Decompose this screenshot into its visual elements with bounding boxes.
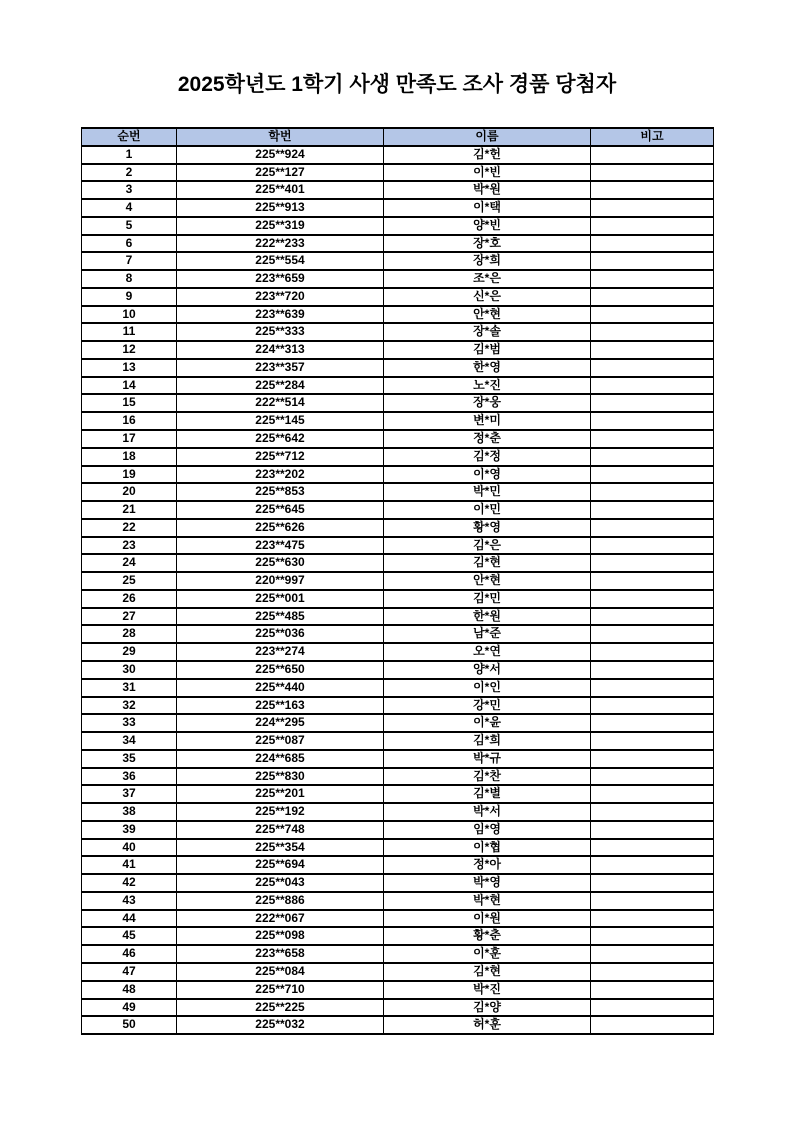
student-id-cell: 223**658 [177,945,384,963]
student-id-cell: 224**295 [177,714,384,732]
student-id-cell: 223**475 [177,537,384,555]
student-id-cell: 225**712 [177,448,384,466]
table-header [82,128,714,146]
row-number-cell: 47 [82,963,177,981]
header-name: 이름 [384,128,591,146]
name-cell: 김*희 [384,732,591,750]
name-cell: 장*희 [384,252,591,270]
row-number-cell: 9 [82,288,177,306]
table-row [82,661,714,679]
header-row [82,128,714,146]
student-id-cell: 225**284 [177,377,384,395]
table-row [82,270,714,288]
student-id-cell: 225**440 [177,679,384,697]
row-number-cell: 38 [82,803,177,821]
name-cell: 한*영 [384,359,591,377]
name-cell: 황*영 [384,519,591,537]
student-id-cell: 224**685 [177,750,384,768]
table-row [82,537,714,555]
student-id-cell: 225**084 [177,963,384,981]
name-cell: 황*춘 [384,927,591,945]
note-cell [591,323,714,341]
student-id-cell: 225**886 [177,892,384,910]
table-row [82,856,714,874]
student-id-cell: 225**913 [177,199,384,217]
note-cell [591,874,714,892]
note-cell [591,625,714,643]
student-id-cell: 225**087 [177,732,384,750]
name-cell: 박*원 [384,181,591,199]
table-row [82,448,714,466]
name-cell: 장*솔 [384,323,591,341]
row-number-cell: 43 [82,892,177,910]
note-cell [591,501,714,519]
table-row [82,803,714,821]
table-row [82,359,714,377]
student-id-cell: 225**098 [177,927,384,945]
document-title: 2025학년도 1학기 사생 만족도 조사 경품 당첨자 [177,73,617,96]
table-row [82,874,714,892]
name-cell: 박*서 [384,803,591,821]
student-id-cell: 225**333 [177,323,384,341]
row-number-cell: 45 [82,927,177,945]
row-number-cell: 39 [82,821,177,839]
student-id-cell: 223**274 [177,643,384,661]
name-cell: 이*훈 [384,945,591,963]
note-cell [591,448,714,466]
student-id-cell: 225**748 [177,821,384,839]
header-note: 비고 [591,128,714,146]
name-cell: 김*양 [384,999,591,1017]
name-cell: 이*민 [384,501,591,519]
student-id-cell: 225**127 [177,164,384,182]
student-id-cell: 225**650 [177,661,384,679]
row-number-cell: 44 [82,910,177,928]
row-number-cell: 14 [82,377,177,395]
name-cell: 장*웅 [384,394,591,412]
note-cell [591,981,714,999]
note-cell [591,608,714,626]
row-number-cell: 3 [82,181,177,199]
table-row [82,981,714,999]
note-cell [591,519,714,537]
name-cell: 이*인 [384,679,591,697]
note-cell [591,537,714,555]
note-cell [591,590,714,608]
student-id-cell: 225**401 [177,181,384,199]
row-number-cell: 10 [82,306,177,324]
name-cell: 노*진 [384,377,591,395]
student-id-cell: 225**036 [177,625,384,643]
student-id-cell: 225**001 [177,590,384,608]
note-cell [591,856,714,874]
name-cell: 김*헌 [384,146,591,164]
name-cell: 허*훈 [384,1016,591,1034]
note-cell [591,910,714,928]
row-number-cell: 11 [82,323,177,341]
student-id-cell: 224**313 [177,341,384,359]
table-row [82,306,714,324]
row-number-cell: 32 [82,697,177,715]
name-cell: 박*규 [384,750,591,768]
student-id-cell: 225**145 [177,412,384,430]
note-cell [591,341,714,359]
name-cell: 변*미 [384,412,591,430]
note-cell [591,821,714,839]
name-cell: 김*별 [384,785,591,803]
note-cell [591,714,714,732]
table-row [82,519,714,537]
row-number-cell: 19 [82,466,177,484]
note-cell [591,217,714,235]
winners-table [81,127,714,1035]
note-cell [591,945,714,963]
row-number-cell: 16 [82,412,177,430]
table-row [82,910,714,928]
note-cell [591,803,714,821]
row-number-cell: 8 [82,270,177,288]
student-id-cell: 225**853 [177,483,384,501]
note-cell [591,377,714,395]
table-row [82,501,714,519]
table-row [82,554,714,572]
table-row [82,466,714,484]
student-id-cell: 225**485 [177,608,384,626]
student-id-cell: 225**694 [177,856,384,874]
note-cell [591,963,714,981]
note-cell [591,999,714,1017]
table-row [82,572,714,590]
row-number-cell: 31 [82,679,177,697]
table-row [82,892,714,910]
note-cell [591,199,714,217]
table-row [82,945,714,963]
student-id-cell: 225**830 [177,768,384,786]
note-cell [591,146,714,164]
name-cell: 이*원 [384,910,591,928]
table-row [82,341,714,359]
student-id-cell: 225**201 [177,785,384,803]
name-cell: 양*서 [384,661,591,679]
table-row [82,590,714,608]
row-number-cell: 48 [82,981,177,999]
note-cell [591,750,714,768]
note-cell [591,235,714,253]
row-number-cell: 42 [82,874,177,892]
table-row [82,785,714,803]
student-id-cell: 225**319 [177,217,384,235]
note-cell [591,892,714,910]
student-id-cell: 225**043 [177,874,384,892]
row-number-cell: 21 [82,501,177,519]
table-row [82,377,714,395]
name-cell: 박*영 [384,874,591,892]
student-id-cell: 223**357 [177,359,384,377]
student-id-cell: 222**233 [177,235,384,253]
note-cell [591,306,714,324]
table-row [82,199,714,217]
name-cell: 오*연 [384,643,591,661]
note-cell [591,927,714,945]
name-cell: 김*범 [384,341,591,359]
student-id-cell: 225**225 [177,999,384,1017]
note-cell [591,768,714,786]
table-row [82,714,714,732]
note-cell [591,412,714,430]
name-cell: 김*현 [384,554,591,572]
student-id-cell: 222**514 [177,394,384,412]
student-id-cell: 225**630 [177,554,384,572]
table-row [82,164,714,182]
row-number-cell: 50 [82,1016,177,1034]
table-row [82,394,714,412]
note-cell [591,394,714,412]
student-id-cell: 225**710 [177,981,384,999]
row-number-cell: 40 [82,839,177,857]
name-cell: 강*민 [384,697,591,715]
row-number-cell: 6 [82,235,177,253]
row-number-cell: 30 [82,661,177,679]
table-row [82,235,714,253]
note-cell [591,466,714,484]
row-number-cell: 20 [82,483,177,501]
student-id-cell: 225**163 [177,697,384,715]
row-number-cell: 49 [82,999,177,1017]
name-cell: 김*민 [384,590,591,608]
note-cell [591,288,714,306]
row-number-cell: 36 [82,768,177,786]
student-id-cell: 225**626 [177,519,384,537]
row-number-cell: 41 [82,856,177,874]
student-id-cell: 225**924 [177,146,384,164]
student-id-cell: 225**645 [177,501,384,519]
row-number-cell: 7 [82,252,177,270]
name-cell: 박*민 [384,483,591,501]
table-row [82,288,714,306]
winners-tbody [82,146,714,1034]
table-row [82,643,714,661]
row-number-cell: 1 [82,146,177,164]
table-row [82,963,714,981]
table-row [82,608,714,626]
table-row [82,217,714,235]
name-cell: 김*정 [384,448,591,466]
note-cell [591,1016,714,1034]
note-cell [591,483,714,501]
table-row [82,750,714,768]
table-row [82,927,714,945]
table-row [82,323,714,341]
row-number-cell: 24 [82,554,177,572]
row-number-cell: 26 [82,590,177,608]
name-cell: 이*영 [384,466,591,484]
name-cell: 이*빈 [384,164,591,182]
table-row [82,252,714,270]
name-cell: 남*준 [384,625,591,643]
note-cell [591,252,714,270]
row-number-cell: 18 [82,448,177,466]
table-row [82,181,714,199]
table-row [82,146,714,164]
student-id-cell: 223**720 [177,288,384,306]
student-id-cell: 225**642 [177,430,384,448]
note-cell [591,679,714,697]
name-cell: 임*영 [384,821,591,839]
name-cell: 김*현 [384,963,591,981]
name-cell: 한*원 [384,608,591,626]
table-row [82,697,714,715]
row-number-cell: 15 [82,394,177,412]
header-student-id: 학번 [177,128,384,146]
row-number-cell: 33 [82,714,177,732]
student-id-cell: 223**639 [177,306,384,324]
name-cell: 이*윤 [384,714,591,732]
name-cell: 김*찬 [384,768,591,786]
row-number-cell: 13 [82,359,177,377]
row-number-cell: 5 [82,217,177,235]
name-cell: 이*택 [384,199,591,217]
student-id-cell: 225**032 [177,1016,384,1034]
row-number-cell: 22 [82,519,177,537]
row-number-cell: 37 [82,785,177,803]
note-cell [591,732,714,750]
table-row [82,821,714,839]
note-cell [591,181,714,199]
name-cell: 조*은 [384,270,591,288]
note-cell [591,359,714,377]
student-id-cell: 225**354 [177,839,384,857]
row-number-cell: 12 [82,341,177,359]
row-number-cell: 35 [82,750,177,768]
table-row [82,839,714,857]
note-cell [591,785,714,803]
name-cell: 장*호 [384,235,591,253]
note-cell [591,554,714,572]
table-row [82,483,714,501]
name-cell: 안*현 [384,306,591,324]
table-row [82,1016,714,1034]
note-cell [591,164,714,182]
student-id-cell: 225**554 [177,252,384,270]
row-number-cell: 34 [82,732,177,750]
row-number-cell: 23 [82,537,177,555]
table-row [82,625,714,643]
name-cell: 정*춘 [384,430,591,448]
row-number-cell: 2 [82,164,177,182]
row-number-cell: 4 [82,199,177,217]
row-number-cell: 17 [82,430,177,448]
table-row [82,732,714,750]
note-cell [591,697,714,715]
row-number-cell: 28 [82,625,177,643]
row-number-cell: 27 [82,608,177,626]
table-row [82,430,714,448]
student-id-cell: 223**659 [177,270,384,288]
note-cell [591,643,714,661]
name-cell: 신*은 [384,288,591,306]
row-number-cell: 46 [82,945,177,963]
table-row [82,679,714,697]
note-cell [591,572,714,590]
name-cell: 박*현 [384,892,591,910]
name-cell: 이*협 [384,839,591,857]
row-number-cell: 25 [82,572,177,590]
header-no: 순번 [82,128,177,146]
note-cell [591,270,714,288]
table-row [82,412,714,430]
name-cell: 양*빈 [384,217,591,235]
student-id-cell: 223**202 [177,466,384,484]
name-cell: 김*은 [384,537,591,555]
student-id-cell: 220**997 [177,572,384,590]
name-cell: 정*아 [384,856,591,874]
note-cell [591,661,714,679]
row-number-cell: 29 [82,643,177,661]
student-id-cell: 225**192 [177,803,384,821]
name-cell: 안*현 [384,572,591,590]
table-row [82,999,714,1017]
name-cell: 박*진 [384,981,591,999]
table-row [82,768,714,786]
note-cell [591,430,714,448]
note-cell [591,839,714,857]
student-id-cell: 222**067 [177,910,384,928]
